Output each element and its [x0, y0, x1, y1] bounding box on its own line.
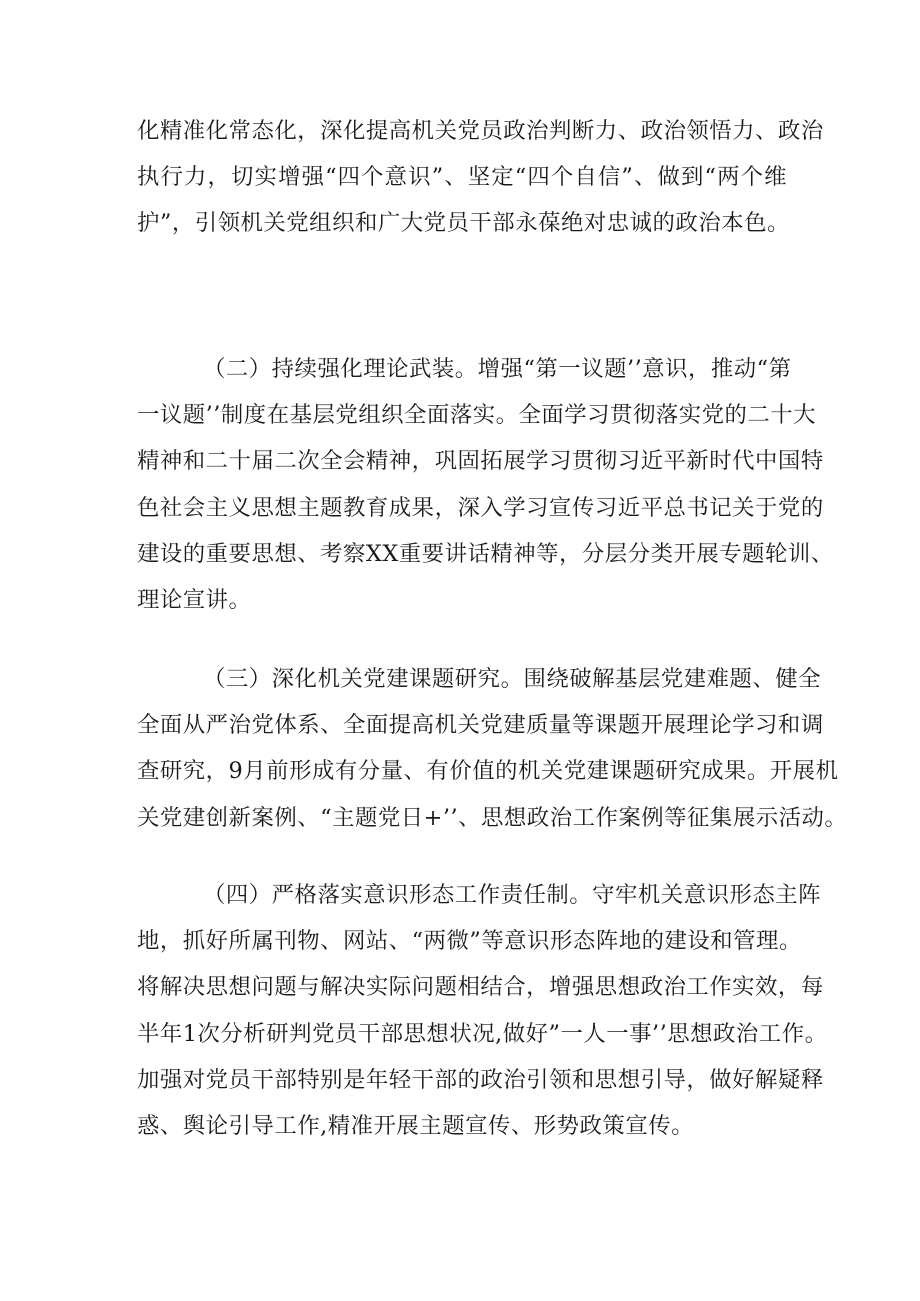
text-line: 半年1次分析研判党员干部思想状况,做好”一人一事’’思想政治工作。: [137, 1020, 828, 1047]
text-line: 加强对党员干部特别是年轻干部的政治引领和思想引导，做好解疑释: [137, 1066, 824, 1093]
text-line: 全面从严治党体系、全面提高机关党建质量等课题开展理论学习和调: [137, 712, 824, 739]
text-line: 色社会主义思想主题教育成果，深入学习宣传习近平总书记关于党的: [137, 494, 824, 521]
text-line: （四）严格落实意识形态工作责任制。守牢机关意识形态主阵: [203, 882, 822, 908]
text-line: （二）持续强化理论武装。增强“第一议题’’意识，推动“第: [203, 356, 792, 382]
text-line: 一议题’’制度在基层党组织全面落实。全面学习贯彻落实党的二十大: [137, 402, 817, 429]
text-line: 地，抓好所属刊物、网站、“两微”等意识形态阵地的建设和管理。: [137, 928, 802, 955]
text-line: 精神和二十届二次全会精神，巩固拓展学习贯彻习近平新时代中国特: [137, 448, 824, 475]
text-line: 将解决思想问题与解决实际问题相结合，增强思想政治工作实效，每: [137, 974, 824, 1001]
text-line: 护”，引领机关党组织和广大党员干部永葆绝对忠诚的政治本色。: [137, 210, 790, 237]
text-line: 关党建创新案例、“主题党日+’’、思想政治工作案例等征集展示活动。: [137, 804, 848, 831]
text-line: 建设的重要思想、考察XX重要讲话精神等，分层分类开展专题轮训、: [137, 540, 834, 567]
text-line: 理论宣讲。: [137, 587, 252, 614]
text-line: 惑、舆论引导工作,精准开展主题宣传、形势政策宣传。: [137, 1113, 694, 1140]
paragraph-section-4: [137, 872, 828, 1149]
text-line: 查研究，9月前形成有分量、有价值的机关党建课题研究成果。开展机: [137, 758, 839, 785]
paragraph-section-3: [137, 656, 848, 841]
text-line: 化精准化常态化，深化提高机关党员政治判断力、政治领悟力、政治: [137, 118, 824, 144]
text-line: （三）深化机关党建课题研究。围绕破解基层党建难题、健全: [203, 666, 822, 692]
paragraph-section-2: [137, 346, 834, 623]
paragraph-intro-continuation: [137, 108, 824, 247]
text-line: 执行力，切实增强“四个意识”、坚定“四个自信”、做到“两个维: [137, 164, 787, 191]
